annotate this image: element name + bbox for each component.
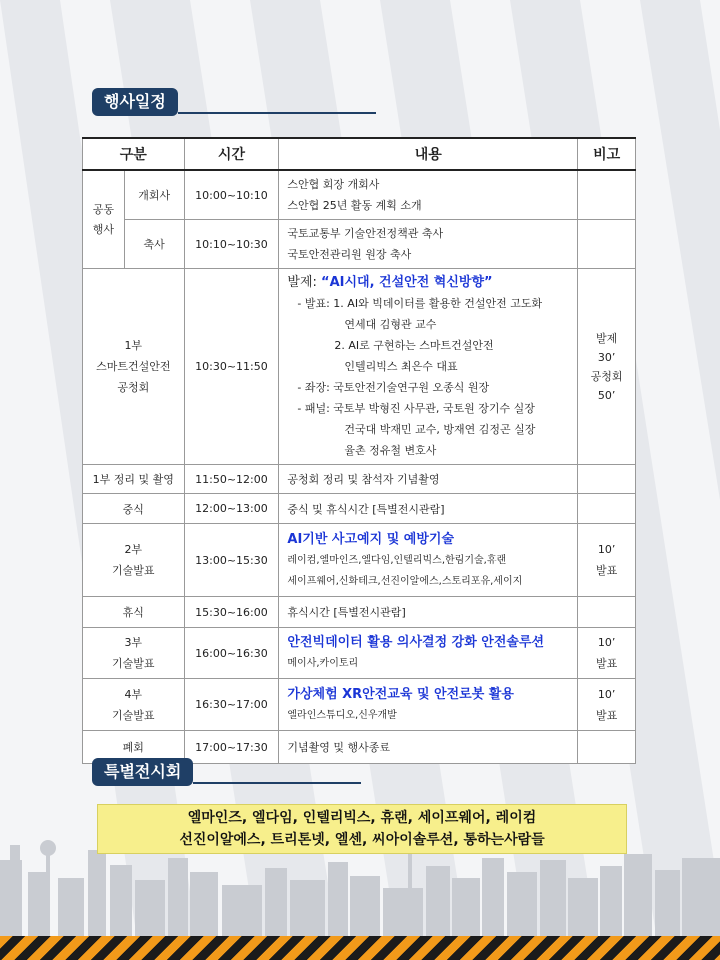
row-note [578, 465, 636, 494]
note-line: 10’ [597, 687, 616, 701]
row-category [83, 269, 185, 465]
exhibitor-line: 선진이알에스, 트리톤넷, 엘센, 씨아이솔루션, 통하는사람들 [179, 832, 545, 848]
note-line: 발표 [595, 564, 618, 577]
content-line: - 발표: 1. AI와 빅데이터를 활용한 건설안전 고도화 [297, 297, 543, 310]
common-event-cell: 공동 행사 [83, 170, 125, 269]
note-line: 공청회 [590, 369, 623, 383]
section-underline [193, 782, 361, 784]
row-content [279, 170, 578, 220]
row-time: 16:00~16:30 [184, 628, 279, 679]
table-row [83, 494, 636, 524]
row-time: 13:00~15:30 [184, 524, 279, 597]
row-note [578, 679, 636, 731]
content-line: 건국대 박재민 교수, 방재연 김정곤 실장 [344, 423, 536, 436]
category-line: 4부 [124, 687, 143, 701]
content-line: 국토안전관리원 원장 축사 [287, 248, 412, 261]
header-content: 내용 [279, 138, 578, 170]
header-category: 구분 [83, 138, 185, 170]
content-line: 연세대 김형관 교수 [344, 318, 437, 331]
content-line: 세이프웨어,신화테크,선진이알에스,스토리포유,세이지 [287, 575, 523, 587]
schedule-section-label: 행사일정 [92, 88, 178, 116]
theme-prefix: 발제: [287, 275, 322, 290]
row-note [578, 524, 636, 597]
content-line: 율촌 정유철 변호사 [344, 444, 437, 457]
session-title: 안전빅데이터 활용 의사결정 강화 안전솔루션 [287, 635, 545, 650]
table-row [83, 679, 636, 731]
row-content: 휴식시간 [특별전시관람] [279, 597, 578, 628]
content-line: - 좌장: 국토안전기술연구원 오종식 원장 [297, 381, 490, 394]
table-row [83, 170, 636, 220]
category-line: 2부 [124, 543, 143, 556]
header-note: 비고 [578, 138, 636, 170]
note-line: 발제 [595, 331, 618, 345]
row-note [578, 628, 636, 679]
table-header-row [83, 138, 636, 170]
category-line: 스마트건설안전 [96, 360, 171, 373]
row-subcategory: 축사 [124, 220, 184, 269]
row-content [279, 524, 578, 597]
row-content [279, 220, 578, 269]
category-line: 공청회 [117, 381, 150, 394]
row-note [578, 269, 636, 465]
row-content [279, 269, 578, 465]
row-time: 10:00~10:10 [184, 170, 279, 220]
row-content [279, 679, 578, 731]
session-title: 가상체험 XR안전교육 및 안전로봇 활용 [287, 686, 514, 702]
row-time: 17:00~17:30 [184, 731, 279, 764]
note-line: 10’ [597, 543, 616, 556]
row-time: 10:30~11:50 [184, 269, 279, 465]
exhibitor-line: 엘마인즈, 엘다임, 인텔리빅스, 휴랜, 세이프웨어, 레이컴 [187, 810, 537, 826]
header-time: 시간 [184, 138, 279, 170]
row-content: 중식 및 휴식시간 [특별전시관람] [279, 494, 578, 524]
category-line: 기술발표 [112, 657, 155, 670]
category-line: 1부 [124, 339, 143, 352]
table-row [83, 220, 636, 269]
row-category: 중식 [83, 494, 185, 524]
row-note [578, 597, 636, 628]
row-time: 10:10~10:30 [184, 220, 279, 269]
table-row [83, 269, 636, 465]
row-time: 11:50~12:00 [184, 465, 279, 494]
note-line: 30’ [597, 350, 616, 364]
schedule-table [82, 137, 636, 764]
table-row [83, 597, 636, 628]
content-line: 인텔리빅스 최은수 대표 [344, 360, 458, 373]
row-category [83, 524, 185, 597]
note-line: 50’ [597, 388, 616, 402]
note-line: 발표 [595, 657, 618, 670]
section-underline [178, 112, 376, 114]
row-time: 12:00~13:00 [184, 494, 279, 524]
row-category [83, 679, 185, 731]
hazard-stripe-bar [0, 936, 720, 960]
category-line: 기술발표 [112, 708, 155, 722]
exhibition-section-header [92, 756, 361, 786]
row-note [578, 494, 636, 524]
row-content: 기념촬영 및 행사종료 [279, 731, 578, 764]
category-line: 기술발표 [112, 564, 155, 577]
row-note [578, 170, 636, 220]
session-title: AI기반 사고예지 및 예방기술 [287, 531, 455, 547]
content-line: - 패널: 국토부 박형진 사무관, 국토원 장기수 실장 [297, 402, 535, 415]
content-line: 스안협 회장 개회사 [287, 178, 380, 191]
row-note [578, 220, 636, 269]
content-line: 레이컴,엘마인즈,엘다임,인텔리빅스,한림기술,휴랜 [287, 554, 507, 566]
row-category [83, 628, 185, 679]
row-content [279, 628, 578, 679]
row-category: 1부 정리 및 촬영 [83, 465, 185, 494]
note-line: 10’ [597, 636, 616, 649]
theme-title: “AI시대, 건설안전 혁신방향” [321, 275, 493, 290]
row-category: 폐회 [83, 731, 185, 764]
category-line: 3부 [124, 636, 143, 649]
exhibition-section-label: 특별전시회 [92, 758, 193, 786]
content-line: 메이사,카이토리 [287, 658, 359, 669]
table-row [83, 628, 636, 679]
exhibitor-list-box [97, 804, 627, 854]
row-note [578, 731, 636, 764]
table-row [83, 524, 636, 597]
note-line: 발표 [595, 708, 618, 722]
content-line: 스안협 25년 활동 계획 소개 [287, 199, 422, 212]
content-line: 엘라인스튜디오,신우개발 [287, 709, 397, 721]
content-line: 2. AI로 구현하는 스마트건설안전 [334, 339, 494, 352]
row-category: 휴식 [83, 597, 185, 628]
keynote-theme [287, 272, 569, 293]
content-line: 국토교통부 기술안전정책관 축사 [287, 227, 444, 240]
row-content: 공청회 정리 및 참석자 기념촬영 [279, 465, 578, 494]
row-subcategory: 개회사 [124, 170, 184, 220]
table-row [83, 465, 636, 494]
row-time: 15:30~16:00 [184, 597, 279, 628]
schedule-section-header [92, 86, 376, 116]
row-time: 16:30~17:00 [184, 679, 279, 731]
